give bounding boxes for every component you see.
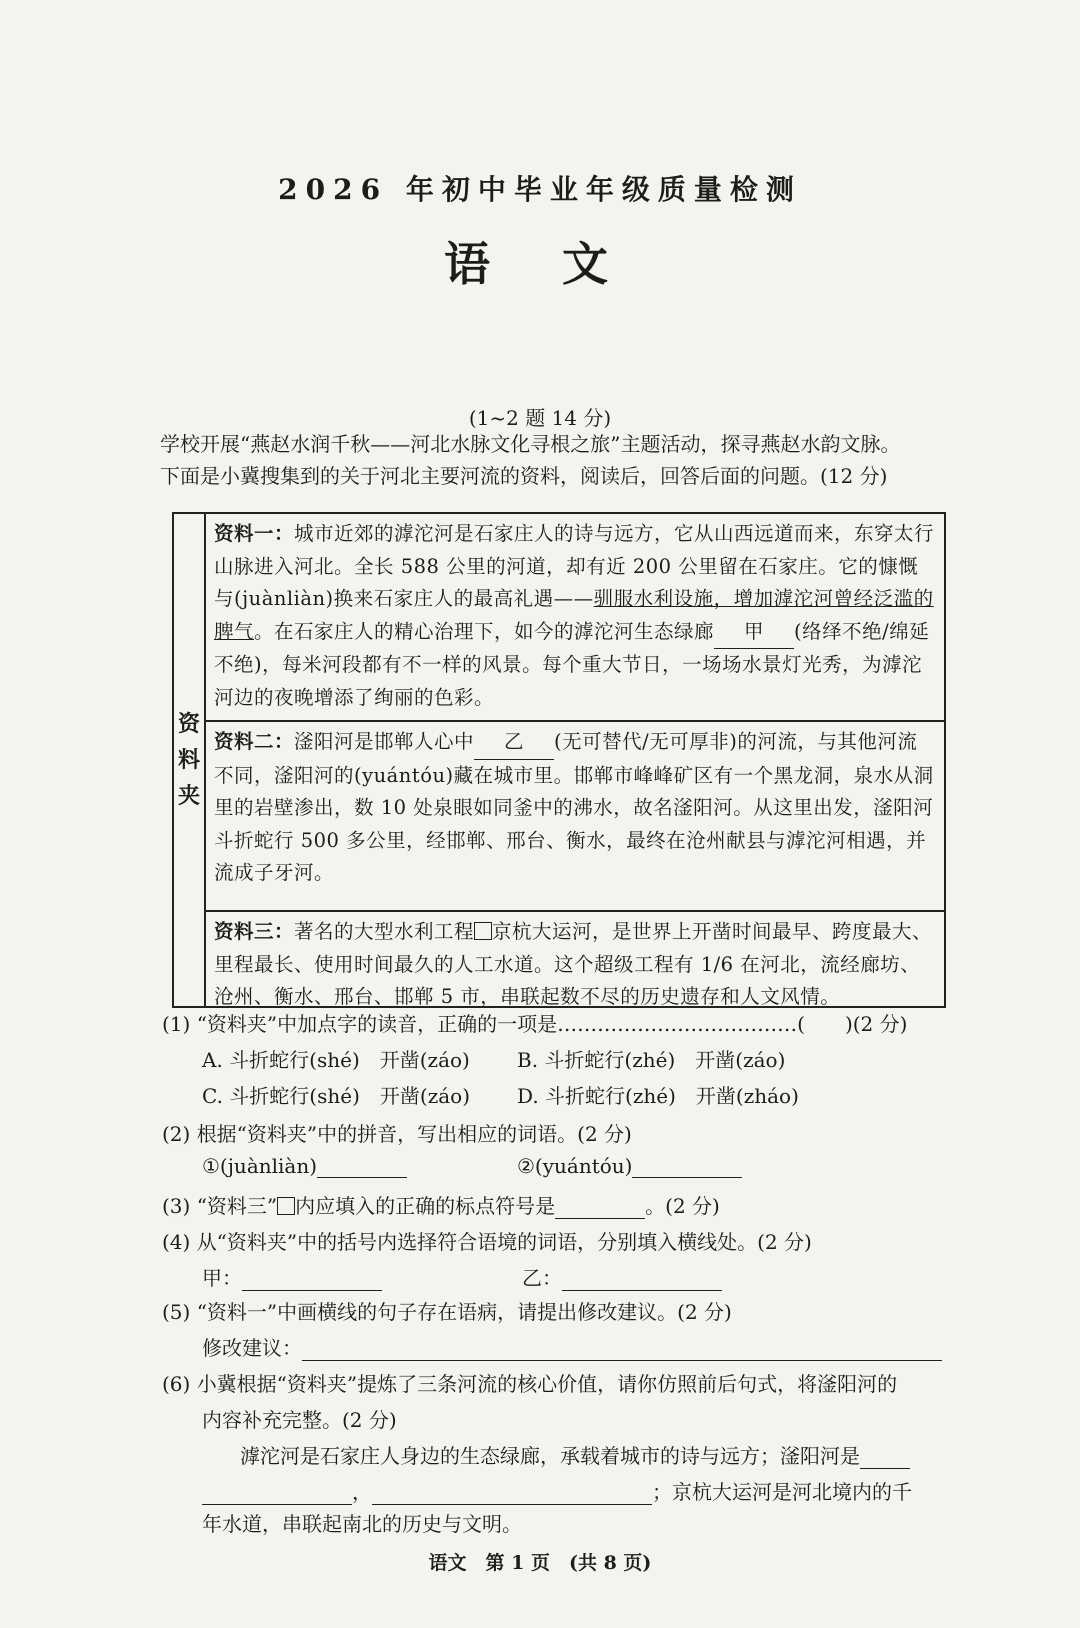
q6-answer-line-c[interactable] [372, 1484, 652, 1505]
blank-yi: 乙 [474, 726, 554, 760]
material-2-label: 资料二： [214, 730, 295, 753]
blank-jia: 甲 [714, 616, 794, 650]
intro-line-2: 下面是小冀搜集到的关于河北主要河流的资料，阅读后，回答后面的问题。(12 分) [160, 464, 888, 488]
q2-answer-1-line[interactable] [317, 1157, 407, 1178]
q2-item-2 [517, 1154, 742, 1178]
material-1-text-a: 城市近郊的滹沱河是石家庄人的诗与远方，它从山西远道而来，东穿太行山脉进入河北。全长 588 公里的河道，却有近 200 公里留在石家庄。它的慷慨与(juànliàn)换来石家庄人的最高礼遇—— [214, 522, 935, 610]
subject-title: 语 文 [443, 237, 636, 291]
q6-line-3: 年水道，串联起南北的历史与文明。 [202, 1512, 522, 1536]
material-1-text-c: (络绎不绝/绵延不绝)，每米河段都有不一样的风景。每个重大节日，一场场水景灯光秀，为滹沱河边的夜晚增添了绚丽的色彩。 [214, 619, 930, 709]
q6-line-2-tail: ；京杭大运河是河北境内的千 [652, 1480, 912, 1504]
q6-line-1-text: 滹沱河是石家庄人身边的生态绿廊，承载着城市的诗与远方；滏阳河是 [240, 1444, 860, 1468]
intro-line-1: 学校开展“燕赵水润千秋——河北水脉文化寻根之旅”主题活动，探寻燕赵水韵文脉。 [160, 432, 901, 456]
q1-option-b: B. 斗折蛇行(zhé) 开凿(záo) [517, 1048, 786, 1072]
material-1-underlined-sentence: 驯服水利设施，增加滹沱河曾经泛滥的脾气 [214, 587, 934, 643]
questions [162, 0, 952, 1628]
q4-stem: (4) 从“资料夹”中的括号内选择符合语境的词语，分别填入横线处。(2 分) [162, 1230, 812, 1254]
page-footer: 语文 第 1 页 (共 8 页) [428, 1552, 652, 1574]
folder-label-char: 资 [177, 711, 200, 737]
q5-suggestion [202, 1332, 942, 1361]
material-2-text-b: (无可替代/无可厚非)的河流，与其他河流不同，滏阳河的(yuántóu)藏在城市里。邯郸市峰峰矿区有一个黑龙洞，泉水从洞里的岩壁渗出，数 10 处泉眼如同釜中的沸水，故名滏阳河。从这里出发，滏阳河斗折蛇行 500 多公里，经邯郸、邢台、衡水，最终在沧州献县与滹沱河相遇，并流成子牙河。 [214, 730, 934, 884]
q2-item-1-label: ①(juànliàn) [202, 1154, 318, 1178]
q3-stem-c: 。(2 分) [645, 1194, 720, 1218]
q4-yi-answer-line[interactable] [562, 1270, 722, 1291]
material-2-text-a: 滏阳河是邯郸人心中 [294, 730, 475, 753]
q4-jia [202, 1262, 382, 1291]
q5-answer-line[interactable] [302, 1340, 942, 1361]
q3-stem-a: (3) “资料三” [162, 1194, 278, 1218]
q1-option-d: D. 斗折蛇行(zhé) 开凿(zháo) [517, 1084, 799, 1108]
q2-answer-2-line[interactable] [632, 1157, 742, 1178]
q1-stem: (1) “资料夹”中加点字的读音，正确的一项是………………………………( )(2 分) [162, 1012, 908, 1036]
q2-item-1 [202, 1154, 407, 1178]
q4-jia-answer-line[interactable] [242, 1270, 382, 1291]
q6-answer-line-b[interactable] [202, 1484, 352, 1505]
q6-stem-a: (6) 小冀根据“资料夹”提炼了三条河流的核心价值，请你仿照前后句式，将滏阳河的 [162, 1372, 898, 1396]
exam-title: 2026 年初中毕业年级质量检测 [278, 173, 802, 206]
q3-square-icon [277, 1197, 295, 1215]
q4-yi-label: 乙： [522, 1266, 562, 1290]
q2-stem: (2) 根据“资料夹”中的拼音，写出相应的词语。(2 分) [162, 1122, 632, 1146]
folder-label-char: 料 [177, 747, 200, 773]
q1-option-a: A. 斗折蛇行(shé) 开凿(záo) [202, 1048, 470, 1072]
section-heading: (1~2 题 14 分) [468, 406, 612, 430]
q5-stem: (5) “资料一”中画横线的句子存在语病，请提出修改建议。(2 分) [162, 1300, 732, 1324]
folder-label-char: 夹 [177, 783, 200, 809]
material-1-label: 资料一： [214, 522, 295, 545]
material-3-text-a: 著名的大型水利工程 [294, 920, 475, 943]
q4-jia-label: 甲： [202, 1266, 242, 1290]
material-3-text-b: 京杭大运河，是世界上开凿时间最早、跨度最大、里程最长、使用时间最久的人工水道。这个超级工程有 1/6 在河北，流经廊坊、沧州、衡水、邢台、邯郸 5 市，串联起数不尽的历史遗存和人文风情。 [214, 920, 933, 1008]
material-3-label: 资料三： [214, 920, 295, 943]
q6-answer-line-a[interactable] [860, 1448, 910, 1469]
q6-line-1 [240, 1440, 910, 1469]
q6-line-2 [202, 1476, 912, 1505]
q2-item-2-label: ②(yuántóu) [517, 1154, 633, 1178]
q6-stem-b: 内容补充完整。(2 分) [202, 1408, 397, 1432]
material-1-text-b: 。在石家庄人的精心治理下，如今的滹沱河生态绿廊 [254, 619, 715, 643]
q4-yi [522, 1262, 722, 1291]
q3-stem-b: 内应填入的正确的标点符号是 [295, 1194, 556, 1218]
q5-label: 修改建议： [202, 1336, 302, 1360]
q3-answer-line[interactable] [555, 1198, 645, 1219]
q3 [162, 1190, 720, 1219]
q1-option-c: C. 斗折蛇行(shé) 开凿(záo) [202, 1084, 470, 1108]
q6-comma: ， [352, 1480, 372, 1504]
